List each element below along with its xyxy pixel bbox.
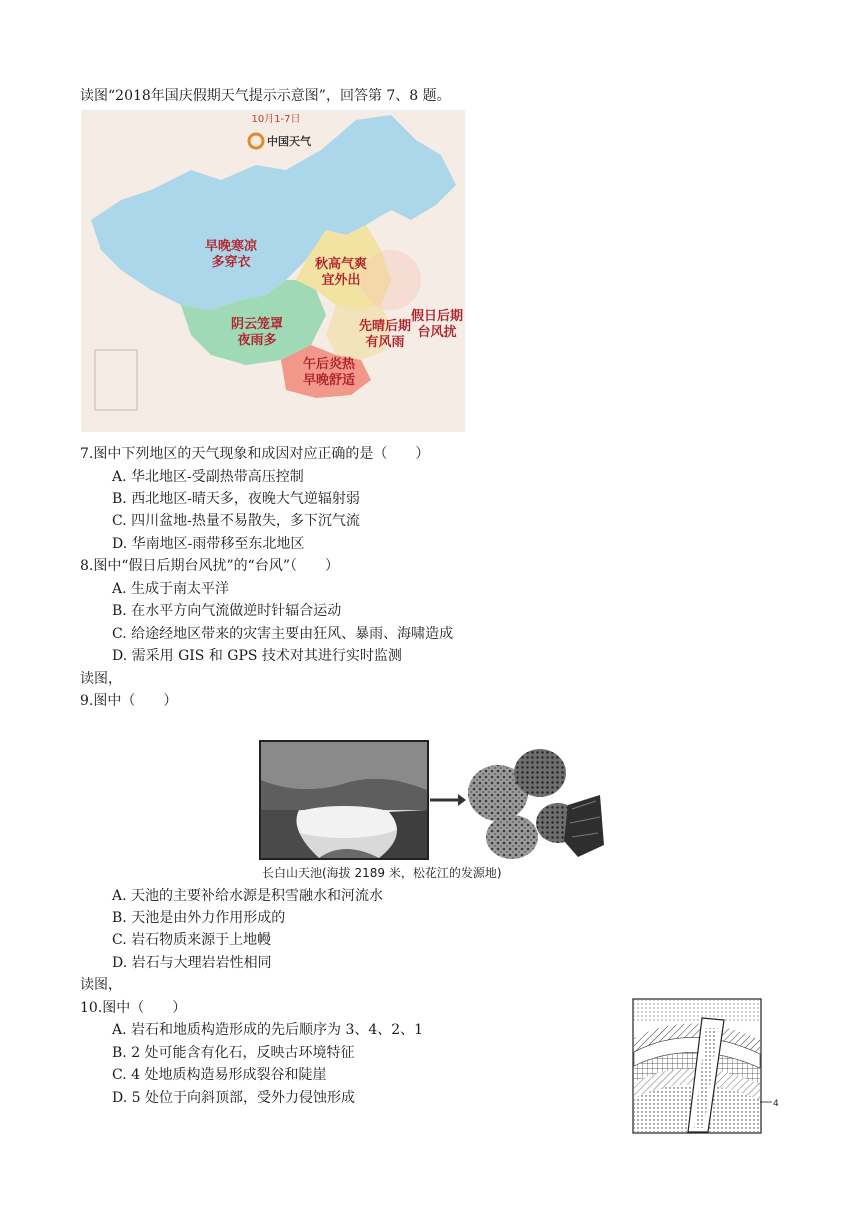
map-label-hot-1: 午后炎热 (302, 357, 356, 372)
intro-text: 读图“2018年国庆假期天气提示示意图”，回答第 7、8 题。 (80, 88, 451, 104)
map-logo-text: 中国天气 (267, 135, 311, 148)
q10-option-b: B. 2 处可能含有化石，反映古环境特征 (112, 1045, 355, 1061)
q8-option-c: C. 给途经地区带来的灾害主要由狂风、暴雨、海啸造成 (112, 626, 454, 642)
map-label-east-1: 先晴后期 (358, 319, 412, 334)
map-label-hot-2: 早晚舒适 (302, 373, 356, 388)
lake-photo-caption: 长白山天池(海拔 2189 米，松花江的发源地) (262, 866, 502, 880)
map-label-typhoon-1: 假日后期 (410, 309, 464, 324)
map-date-label: 10月1-7日 (251, 114, 301, 125)
geologic-cross-section-diagram (632, 998, 782, 1134)
q7-option-d: D. 华南地区-雨带移至东北地区 (112, 536, 305, 552)
q10-stem: 10.图中（ ） (80, 1000, 187, 1016)
q8-option-b: B. 在水平方向气流做逆时针辐合运动 (112, 603, 342, 619)
weather-map-image (81, 110, 465, 432)
q7-option-a: A. 华北地区-受副热带高压控制 (112, 469, 304, 485)
q10-option-a: A. 岩石和地质构造形成的先后顺序为 3、4、2、1 (112, 1022, 424, 1038)
q10-option-c: C. 4 处地质构造易形成裂谷和陡崖 (112, 1067, 327, 1083)
q7-option-b: B. 西北地区-晴天多，夜晚大气逆辐射弱 (112, 491, 360, 507)
q9-option-c: C. 岩石物质来源于上地幔 (112, 932, 272, 948)
map-label-east-2: 有风雨 (365, 335, 405, 350)
map-label-rain-1: 阴云笼罩 (230, 317, 284, 332)
q8-option-d: D. 需采用 GIS 和 GPS 技术对其进行实时监测 (112, 648, 402, 664)
diagram-label-4: 4 (773, 1099, 779, 1109)
q8-option-a: A. 生成于南太平洋 (112, 581, 230, 597)
q8-stem: 8.图中“假日后期台风扰”的“台风”（ ） (80, 558, 339, 574)
q7-stem: 7.图中下列地区的天气现象和成因对应正确的是（ ） (80, 446, 430, 462)
map-label-cold-1: 早晚寒凉 (204, 239, 258, 254)
tianchi-lake-photo (259, 740, 429, 860)
q7-option-c: C. 四川盆地-热量不易散失，多下沉气流 (112, 513, 360, 529)
q9-option-b: B. 天池是由外力作用形成的 (112, 910, 286, 926)
q9-stem: 9.图中（ ） (80, 693, 178, 709)
map-label-rain-2: 夜雨多 (237, 333, 277, 348)
read-text-1: 读图， (80, 671, 122, 687)
map-label-clear-2: 宜外出 (321, 273, 361, 288)
read-text-2: 读图， (80, 977, 122, 993)
map-label-typhoon-2: 台风扰 (417, 325, 457, 340)
volcanic-rocks-photo (460, 745, 605, 863)
q10-option-d: D. 5 处位于向斜顶部，受外力侵蚀形成 (112, 1090, 355, 1106)
q9-option-d: D. 岩石与大理岩岩性相同 (112, 955, 272, 971)
map-label-cold-2: 多穿衣 (211, 255, 251, 270)
map-label-clear-1: 秋高气爽 (314, 257, 368, 272)
q9-option-a: A. 天池的主要补给水源是积雪融水和河流水 (112, 888, 384, 904)
